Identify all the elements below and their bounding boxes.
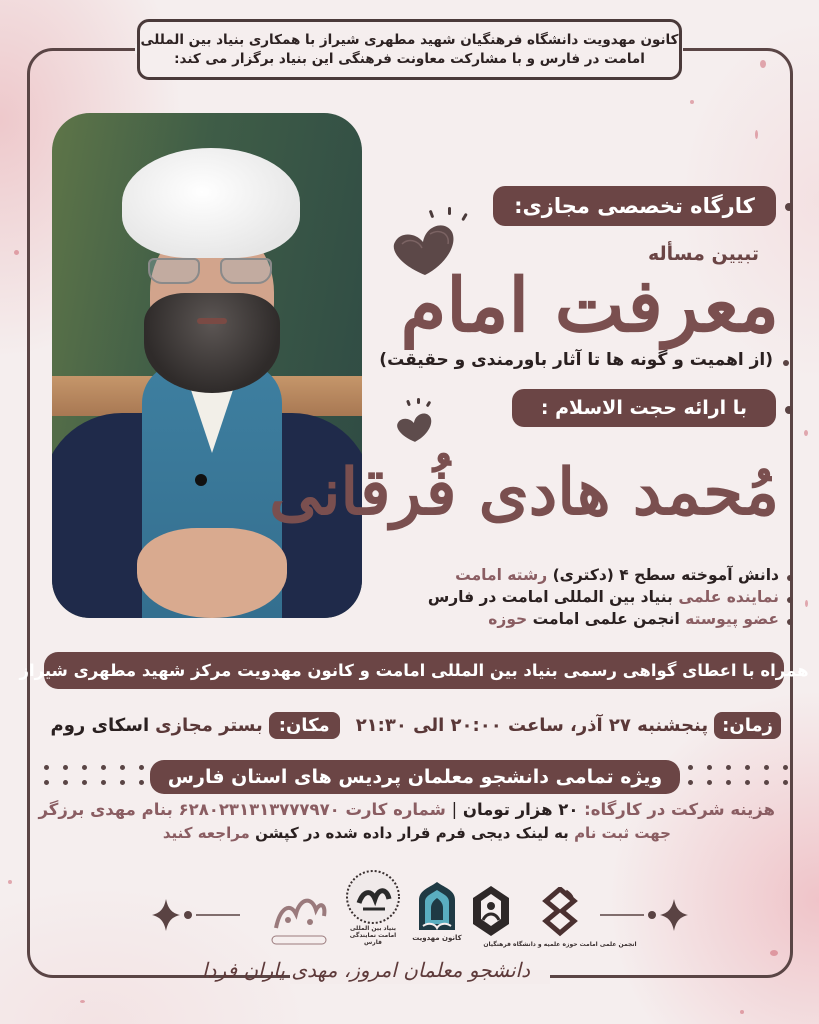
credential-light: نماینده علمی [672, 588, 779, 606]
anjoman-logo-icon [538, 887, 582, 941]
registration-suffix: مراجعه کنید [162, 824, 250, 842]
workshop-label-pill [493, 186, 776, 226]
workshop-label: کارگاه تخصصی مجازی: [514, 194, 755, 218]
kanoon-mahdaviat-logo-icon [415, 880, 459, 934]
credential-bold: دانش آموخته سطح ۴ (دکتری) [547, 566, 779, 584]
workshop-title: معرفت امام [400, 263, 779, 349]
bullet-icon [783, 360, 789, 366]
credential-bold: انجمن علمی امامت [527, 610, 680, 628]
place-value-light: بستر مجازی [155, 714, 263, 736]
photo-hands [137, 528, 287, 618]
decorative-dots [688, 765, 788, 785]
photo-turban [122, 148, 300, 258]
photo-microphone [195, 474, 207, 486]
photo-glasses [148, 258, 276, 286]
logo-bonyad-imamat [340, 866, 406, 946]
bullet-icon [787, 597, 793, 603]
time-value: پنجشنبه ۲۷ آذر، ساعت ۲۰:۰۰ الی ۲۱:۳۰ [355, 714, 709, 736]
registration-prefix: جهت ثبت نام [574, 824, 671, 842]
presenter-label-pill [512, 389, 776, 427]
card-number: ۶۲۸۰۲۳۱۳۱۳۷۷۷۹۷۰ [178, 800, 340, 819]
certificate-text: همراه با اعطای گواهی رسمی بنیاد بین المللی امامت و کانون مهدویت مرکز شهید مطهری شیراز [19, 661, 809, 680]
logo-farhangian-university [466, 868, 516, 938]
bullet-icon [785, 203, 793, 211]
farhangian-logo-icon [469, 884, 513, 938]
place-value-bold: اسکای روم [50, 714, 150, 736]
fee-separator: | [451, 800, 458, 819]
presenter-label: با ارائه حجت الاسلام : [540, 397, 748, 419]
bullet-icon [785, 406, 793, 414]
logo-kanoon-mahdaviat [410, 866, 464, 942]
workshop-description: (از اهمیت و گونه ها تا آثار باورمندی و حقیقت) [379, 350, 773, 370]
mowakeb-logo-icon [266, 888, 332, 946]
credential-item [428, 588, 779, 606]
logo-caption: بنیاد بین المللی امامت نمایندگی فارس [349, 925, 397, 946]
logo-caption: انجمن علمی امامت حوزه علمیه و دانشگاه فرهنگیان [483, 941, 637, 948]
presenter-name: مُحمد هادی فُرقانی [269, 455, 779, 530]
organizer-header [137, 19, 682, 80]
bonyad-imamat-logo-icon [345, 869, 401, 925]
fee-row [39, 800, 775, 819]
star-ornament-left-icon [150, 897, 242, 933]
registration-row [163, 824, 671, 842]
credential-item [455, 566, 779, 584]
speaker-photo [52, 113, 362, 618]
workshop-subtitle: تبیین مسأله [647, 243, 759, 265]
time-label-badge: زمان: [714, 712, 781, 739]
fee-label: هزینه شرکت در کارگاه: [584, 800, 775, 819]
header-line-1: کانون مهدویت دانشگاه فرهنگیان شهید مطهری شیراز با همکاری بنیاد بین المللی [140, 31, 679, 48]
credential-light: عضو پیوسته [679, 610, 779, 628]
star-ornament-right-icon [598, 897, 690, 933]
logo-anjoman-elmi-imamat [483, 868, 637, 948]
credential-bold: بنیاد بین المللی امامت در فارس [427, 588, 673, 606]
credential-light: رشته امامت [455, 566, 548, 584]
footer-slogan: دانشجو معلمان امروز، مهدی یاران فردا [201, 958, 530, 982]
bullet-icon [787, 619, 793, 625]
card-owner: بنام مهدی برزگر [38, 800, 173, 819]
certificate-banner [19, 652, 809, 689]
bullet-icon [787, 575, 793, 581]
photo-beard [144, 293, 280, 393]
place-label-badge: مکان: [269, 712, 340, 739]
card-label: شماره کارت [345, 800, 446, 819]
audience-banner [150, 760, 680, 794]
audience-text: ویژه تمامی دانشجو معلمان پردیس های استان فارس [167, 766, 663, 788]
registration-link-text[interactable]: به لینک دیجی فرم قرار داده شده در کپشن [255, 824, 569, 842]
fee-amount: ۲۰ هزار تومان [462, 800, 579, 819]
header-line-2: امامت در فارس و با مشارکت معاونت فرهنگی این بنیاد برگزار می کند: [174, 50, 645, 67]
credential-item [488, 610, 779, 628]
logo-caption: کانون مهدویت [412, 934, 462, 942]
credential-light: حوزه [488, 610, 528, 628]
photo-mouth [197, 318, 227, 324]
logo-mowakeb [262, 868, 336, 946]
schedule-row [51, 707, 781, 743]
decorative-dots [44, 765, 163, 785]
